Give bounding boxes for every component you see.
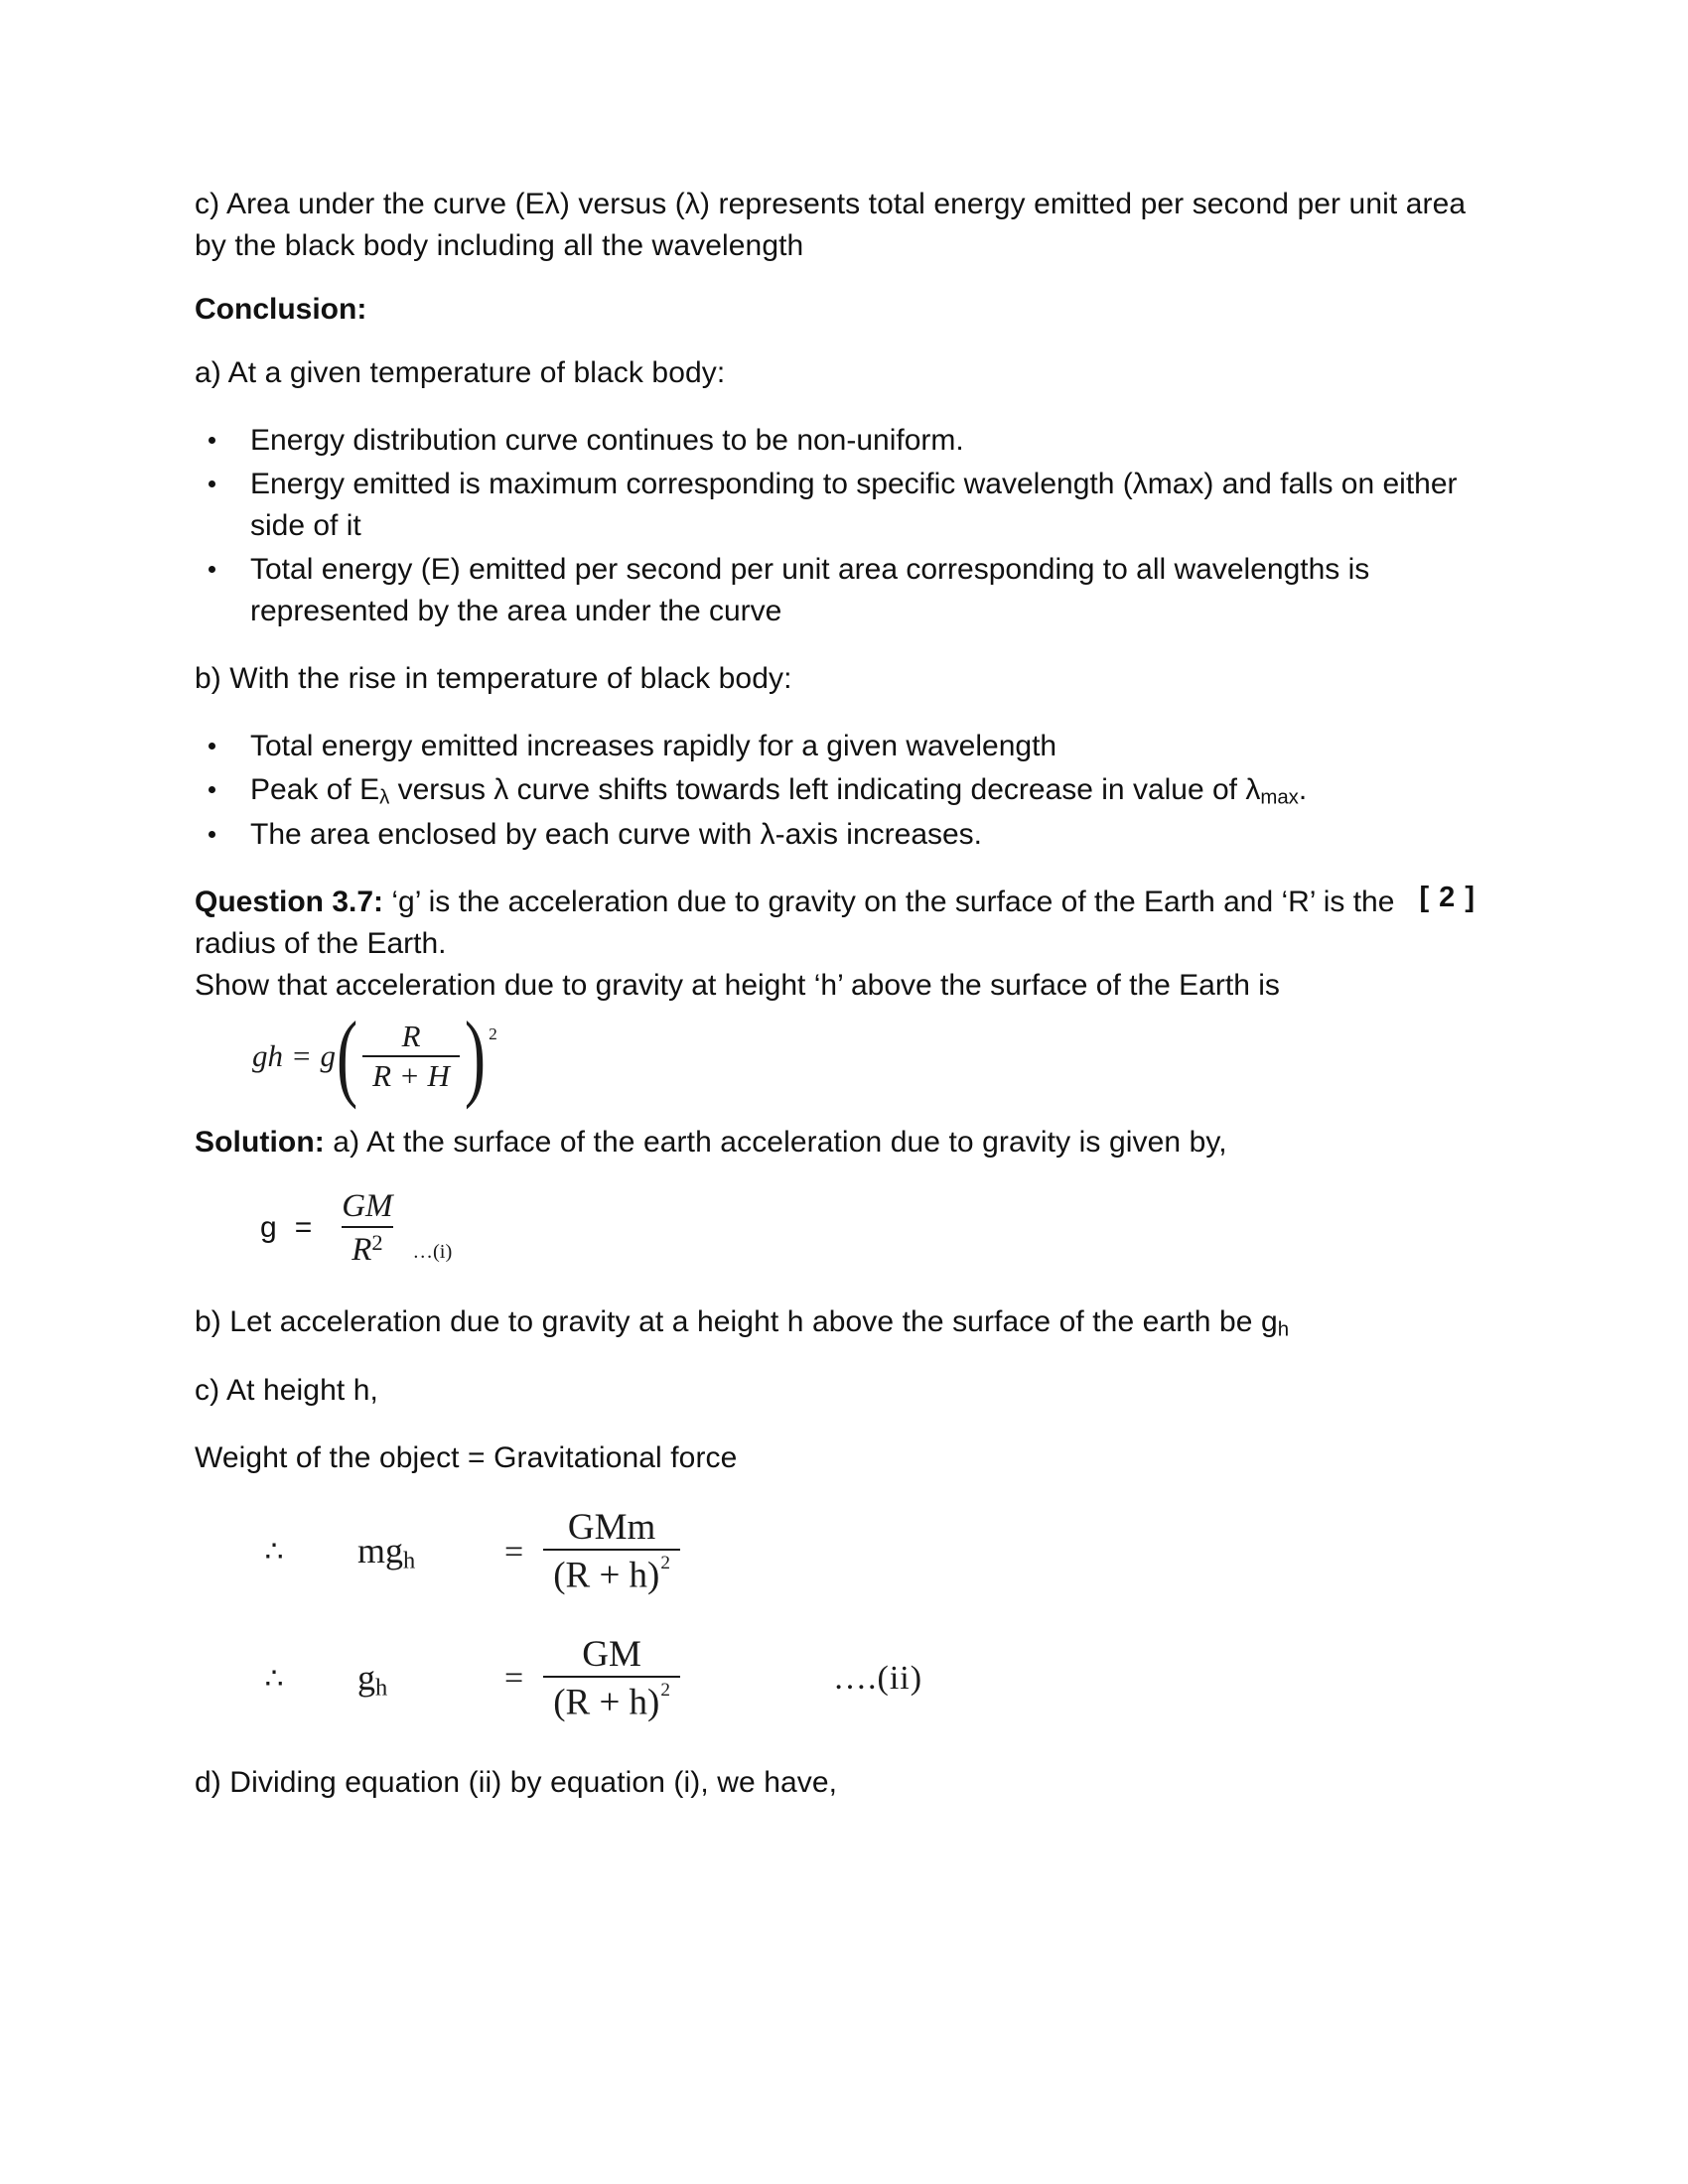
formula-gh2-numerator: GM <box>582 1633 641 1675</box>
paragraph-step-b <box>195 1301 1476 1344</box>
bullet-text: The area enclosed by each curve with λ-axis increases. <box>250 818 983 852</box>
formula-g-equals: = <box>294 1211 313 1245</box>
formula-g-numerator: GM <box>342 1188 393 1225</box>
formula-mgh-denominator-exponent: 2 <box>660 1553 671 1574</box>
formula-gh2-denominator-wrap <box>543 1676 680 1722</box>
formula-gh-equals: = <box>293 1038 311 1074</box>
formula-g-denominator-wrap <box>342 1226 392 1268</box>
therefore-symbol-icon: ∴ <box>264 1536 284 1570</box>
page-content <box>195 184 1476 1830</box>
paragraph-intro-c-text: c) Area under the curve (Eλ) versus (λ) represents total energy emitted per second per unit area by the black body including all the wavelength <box>195 188 1467 262</box>
bullet-text: Energy distribution curve continues to be non-uniform. <box>250 424 964 457</box>
paragraph-conclusion-a: a) At a given temperature of black body: <box>195 356 726 389</box>
formula-g <box>260 1189 1476 1267</box>
paragraph-step-d: d) Dividing equation (ii) by equation (i), we have, <box>195 1766 838 1800</box>
formula-gh-fraction <box>362 1021 460 1092</box>
therefore-symbol-icon: ∴ <box>264 1662 284 1696</box>
solution-line <box>195 1122 1476 1163</box>
left-paren-icon: ( <box>336 1000 358 1110</box>
formula-g-tag: …(i) <box>412 1240 453 1263</box>
paragraph-weight: Weight of the object = Gravitational force <box>195 1440 738 1474</box>
formula-mgh-lhs-sub: h <box>403 1547 416 1574</box>
bullet-text: Energy emitted is maximum corresponding to specific wavelength (λmax) and falls on either side of it <box>250 468 1458 542</box>
formula-mgh-line <box>195 1506 1476 1596</box>
formula-gh2-denominator: (R + h) <box>553 1682 660 1723</box>
list-item <box>195 814 1476 856</box>
bullet-text-prefix: Peak of E <box>250 773 380 806</box>
formula-gh2-lhs-wrap <box>334 1657 489 1702</box>
step-b-subscript: h <box>1277 1318 1290 1340</box>
bullet-text-sub-lambda: λ <box>379 786 390 809</box>
conclusion-heading: Conclusion: <box>195 293 367 326</box>
formula-mgh-denominator: (R + h) <box>553 1555 660 1596</box>
step-b-text: b) Let acceleration due to gravity at a height h above the surface of the earth be g <box>195 1304 1278 1338</box>
formula-mgh-numerator: GMm <box>567 1506 656 1548</box>
list-item <box>195 549 1476 632</box>
bullet-list-a <box>195 420 1476 632</box>
paragraph-conclusion-b: b) With the rise in temperature of black body: <box>195 662 792 695</box>
formula-gh <box>252 1000 1476 1110</box>
list-item <box>195 420 1476 462</box>
question-label: Question 3.7: <box>195 886 384 919</box>
solution-label: Solution: <box>195 1126 325 1160</box>
question-show-line: Show that acceleration due to gravity at height ‘h’ above the surface of the Earth is <box>195 969 1280 1003</box>
formula-mgh-fraction <box>543 1506 680 1596</box>
formula-gh2-line <box>195 1633 1476 1723</box>
formula-gh2-equals: = <box>504 1660 524 1698</box>
question-text: ‘g’ is the acceleration due to gravity on the surface of the Earth and ‘R’ is the radius of the Earth. <box>195 886 1395 961</box>
formula-g-denominator-exponent: 2 <box>371 1229 383 1255</box>
formula-g-fraction <box>332 1189 402 1267</box>
bullet-text-suffix: . <box>1298 773 1308 806</box>
formula-g-lhs: g <box>260 1211 277 1245</box>
question-row <box>195 882 1476 965</box>
formula-gh2-denominator-exponent: 2 <box>660 1680 671 1702</box>
formula-mgh-lhs: mg <box>357 1530 404 1570</box>
bullet-text-middle: versus λ curve shifts towards left indicating decrease in value of λ <box>389 773 1261 806</box>
paragraph-step-c: c) At height h, <box>195 1373 378 1407</box>
formula-block-derivation <box>195 1506 1476 1723</box>
formula-gh2-tag: ….(ii) <box>833 1660 923 1698</box>
formula-gh-exponent: 2 <box>489 1024 497 1044</box>
bullet-text: Total energy emitted increases rapidly for a given wavelength <box>250 730 1057 762</box>
list-item <box>195 726 1476 767</box>
bullet-text-sub-max: max <box>1260 786 1299 809</box>
formula-g-denominator: R <box>352 1231 372 1268</box>
solution-text: a) At the surface of the earth acceleration due to gravity is given by, <box>324 1126 1227 1160</box>
question-block <box>195 882 1476 1007</box>
question-text-wrap <box>195 882 1399 965</box>
formula-mgh-denominator-wrap <box>543 1549 680 1595</box>
formula-gh-g: g <box>320 1038 336 1074</box>
list-item <box>195 769 1476 812</box>
formula-gh-numerator: R <box>401 1019 421 1054</box>
formula-mgh-lhs-wrap <box>334 1530 489 1574</box>
formula-gh2-fraction <box>543 1633 680 1723</box>
list-item <box>195 464 1476 547</box>
question-marks: [ 2 ] <box>1419 882 1476 914</box>
formula-gh-denominator: R + H <box>362 1055 460 1093</box>
formula-gh-lhs: gh <box>252 1038 283 1074</box>
right-paren-icon: ) <box>464 1000 487 1110</box>
formula-gh2-lhs-sub: h <box>375 1674 388 1702</box>
bullet-text: Total energy (E) emitted per second per unit area corresponding to all wavelengths is represented by the area under the curve <box>250 553 1370 627</box>
bullet-list-b <box>195 726 1476 856</box>
formula-mgh-equals: = <box>504 1533 524 1570</box>
paragraph-intro-c <box>195 184 1476 267</box>
formula-gh2-lhs: g <box>357 1657 375 1698</box>
